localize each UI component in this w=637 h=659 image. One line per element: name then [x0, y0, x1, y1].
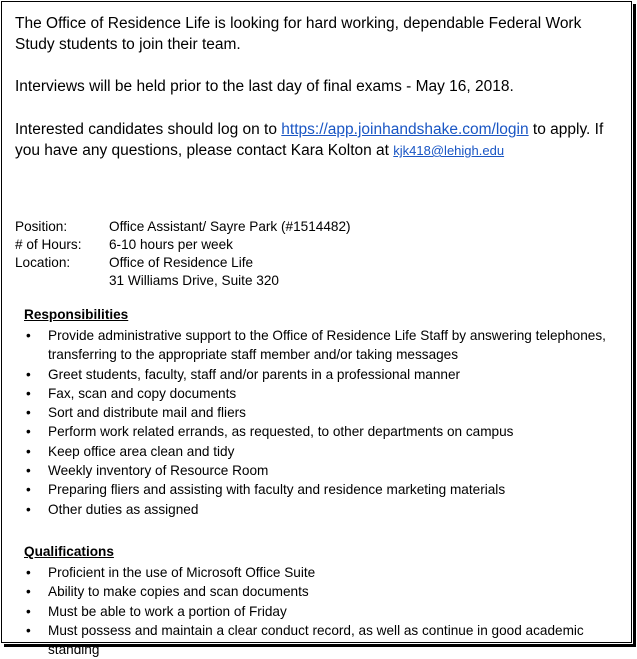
frame-shadow-right	[633, 4, 636, 647]
list-item: • Preparing fliers and assisting with faculty and residence marketing materials	[24, 480, 614, 499]
position-row	[15, 218, 351, 236]
apply-text-end: to apply. If you have any questions, please contact Kara Kolton at	[15, 121, 604, 159]
location-row-2	[15, 272, 351, 290]
list-item: • Weekly inventory of Resource Room	[24, 461, 614, 480]
hours-row	[15, 236, 351, 254]
job-details	[15, 218, 351, 290]
intro-paragraph-1: The Office of Residence Life is looking for hard working, dependable Federal Work Study students to join their team.	[15, 15, 582, 53]
list-item: • Fax, scan and copy documents	[24, 384, 614, 403]
responsibilities-list	[24, 326, 614, 519]
list-item: • Provide administrative support to the Office of Residence Life Staff by answering telephones, transferring to the appropriate staff member and/or taking messages	[24, 326, 614, 365]
location-value: Office of Residence Life	[109, 255, 254, 270]
hours-label: # of Hours:	[15, 237, 82, 252]
list-item: • Must be able to work a portion of Friday	[24, 602, 614, 621]
qualifications-heading: Qualifications	[24, 544, 114, 559]
list-item: • Proficient in the use of Microsoft Office Suite	[24, 563, 614, 582]
location-address: 31 Williams Drive, Suite 320	[109, 273, 279, 288]
location-label: Location:	[15, 255, 71, 270]
list-item: • Perform work related errands, as requested, to other departments on campus	[24, 422, 614, 441]
list-item: • Sort and distribute mail and fliers	[24, 403, 614, 422]
list-item: • Must possess and maintain a clear conduct record, as well as continue in good academic standing	[24, 621, 614, 659]
position-label: Position:	[15, 219, 68, 234]
qualifications-list	[24, 563, 614, 659]
responsibilities-heading: Responsibilities	[24, 307, 129, 322]
list-item: • Greet students, faculty, staff and/or parents in a professional manner	[24, 365, 614, 384]
list-item: • Ability to make copies and scan documents	[24, 582, 614, 601]
intro-paragraph-interviews: Interviews will be held prior to the last day of final exams - May 16, 2018.	[15, 78, 514, 95]
position-value: Office Assistant/ Sayre Park (#1514482)	[109, 219, 351, 234]
hours-value: 6-10 hours per week	[109, 237, 233, 252]
list-item: • Other duties as assigned	[24, 500, 614, 519]
list-item: • Keep office area clean and tidy	[24, 442, 614, 461]
apply-text-start: Interested candidates should log on to	[15, 121, 282, 138]
location-row	[15, 254, 351, 272]
handshake-link[interactable]: https://app.joinhandshake.com/login	[281, 121, 529, 138]
intro-paragraph-apply	[15, 119, 625, 161]
contact-email-link[interactable]: kjk418@lehigh.edu	[393, 143, 505, 158]
